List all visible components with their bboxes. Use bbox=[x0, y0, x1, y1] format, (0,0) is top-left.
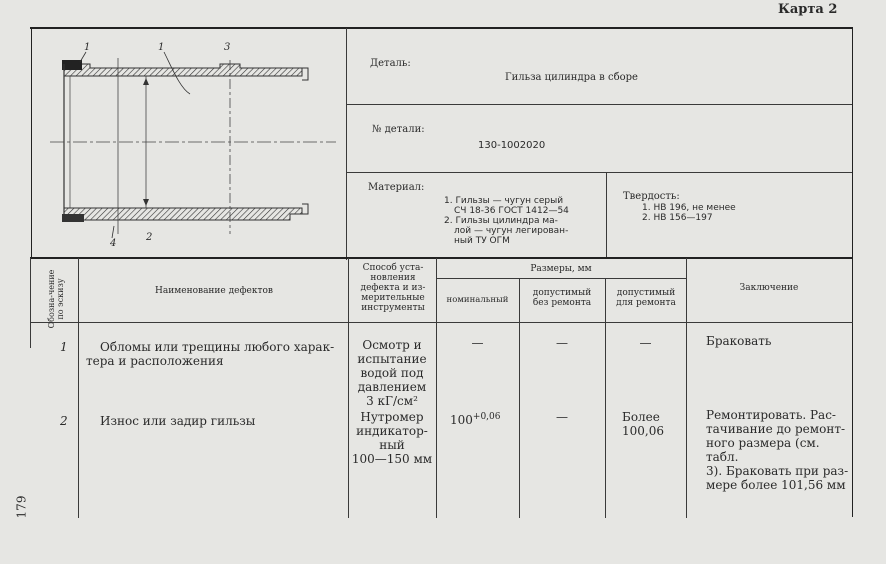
material-text bbox=[444, 196, 604, 246]
hardness-label: Твердость: bbox=[623, 191, 680, 202]
row1-method-line: испытание bbox=[357, 352, 427, 366]
part-number-label: № детали: bbox=[372, 124, 425, 135]
callout-1a: 1 bbox=[84, 42, 91, 53]
card-label: Карта 2 bbox=[778, 2, 838, 17]
header-allowed-no-repair: допустимый без ремонта bbox=[532, 288, 592, 308]
left-border bbox=[31, 27, 32, 257]
col-line-4 bbox=[519, 278, 520, 518]
cylinder-liner-drawing bbox=[40, 38, 340, 250]
row1-method-line: 3 кГ/см² bbox=[366, 394, 418, 408]
header-defect: Наименование дефектов bbox=[155, 286, 273, 296]
material-line: СЧ 18-36 ГОСТ 1412—54 bbox=[454, 206, 569, 216]
callout-4: 4 bbox=[110, 238, 117, 249]
row2-method-line: ный bbox=[379, 438, 405, 452]
material-line: 2. Гильзы цилиндра ма- bbox=[444, 216, 558, 226]
hardness-line: 1. НВ 196, не менее bbox=[642, 203, 736, 213]
info-divider-v bbox=[606, 172, 607, 258]
row1-method-line: Осмотр и bbox=[362, 338, 422, 352]
right-border bbox=[852, 27, 853, 517]
col-line-0 bbox=[30, 258, 31, 348]
row2-method bbox=[350, 410, 434, 466]
row2-num: 2 bbox=[60, 414, 68, 428]
material-line: 1. Гильзы — чугун серый bbox=[444, 196, 564, 206]
row1-defect-line: тера и расположения bbox=[86, 354, 224, 368]
col-line-2 bbox=[348, 258, 349, 518]
col-line-6 bbox=[686, 258, 687, 518]
callout-3: 3 bbox=[224, 42, 231, 53]
header-bottom-border bbox=[30, 322, 853, 323]
top-border bbox=[30, 27, 853, 29]
row1-method-line: водой под bbox=[360, 366, 424, 380]
row2-method-line: Нутромер bbox=[360, 410, 424, 424]
hardness-line: 2. НВ 156—197 bbox=[642, 213, 713, 223]
header-conclusion: Заключение bbox=[739, 283, 799, 293]
row1-for-repair: — bbox=[639, 336, 652, 350]
callout-1b: 1 bbox=[158, 42, 165, 53]
row2-for-repair bbox=[622, 410, 664, 438]
header-method: Способ уста-новления дефекта и из-мерительные инструменты bbox=[360, 263, 426, 313]
sizes-subheader-line bbox=[436, 278, 686, 279]
hardness-text bbox=[642, 203, 842, 223]
row2-for-repair-line: Более bbox=[622, 410, 660, 424]
row2-conclusion-line: Ремонтировать. Рас- bbox=[706, 408, 836, 422]
header-num: Обозна-чение по эскизу bbox=[47, 269, 65, 329]
row1-defect-line: Обломы или трещины любого харак- bbox=[100, 340, 335, 354]
row2-method-line: 100—150 мм bbox=[351, 452, 433, 466]
page-number: 179 bbox=[14, 495, 29, 519]
row2-defect: Износ или задир гильзы bbox=[100, 414, 256, 428]
row2-conclusion-line: 3). Браковать при раз- bbox=[706, 464, 849, 478]
row2-nominal-tolerance: +0,06 bbox=[472, 412, 501, 422]
row2-conclusion-line: тачивание до ремонт- bbox=[706, 422, 846, 436]
row2-no-repair: — bbox=[556, 410, 568, 424]
header-nominal: номинальный bbox=[446, 295, 509, 305]
row2-for-repair-line: 100,06 bbox=[622, 424, 664, 438]
material-line: лой — чугун легирован- bbox=[454, 226, 569, 236]
row1-nominal: — bbox=[471, 336, 484, 350]
row1-no-repair: — bbox=[556, 336, 568, 350]
drawing-divider bbox=[346, 28, 347, 260]
part-number-value: 130-1002020 bbox=[478, 140, 546, 151]
row1-conclusion: Браковать bbox=[706, 334, 772, 348]
col-line-5 bbox=[605, 278, 606, 518]
callout-2: 2 bbox=[146, 232, 153, 243]
row1-defect bbox=[86, 340, 348, 368]
row2-conclusion bbox=[692, 408, 852, 492]
row2-nominal bbox=[450, 410, 501, 427]
row1-method bbox=[350, 338, 434, 408]
row2-nominal-base: 100 bbox=[450, 413, 473, 427]
part-label: Деталь: bbox=[370, 58, 411, 69]
row1-num: 1 bbox=[60, 340, 68, 354]
info-divider-2 bbox=[346, 172, 852, 173]
row1-method-line: давлением bbox=[357, 380, 427, 394]
header-allowed-for-repair: допустимый для ремонта bbox=[616, 288, 676, 308]
col-line-1 bbox=[78, 258, 79, 518]
info-divider-1 bbox=[346, 104, 852, 105]
row2-method-line: индикатор- bbox=[356, 424, 428, 438]
row2-conclusion-line: мере более 101,56 мм bbox=[706, 478, 846, 492]
material-label: Материал: bbox=[368, 182, 425, 193]
table-top-border bbox=[30, 257, 853, 259]
material-line: ный ТУ ОГМ bbox=[454, 236, 510, 246]
header-sizes: Размеры, мм bbox=[530, 264, 592, 274]
row2-conclusion-line: ного размера (см. табл. bbox=[706, 436, 820, 464]
part-value: Гильза цилиндра в сборе bbox=[505, 72, 638, 83]
